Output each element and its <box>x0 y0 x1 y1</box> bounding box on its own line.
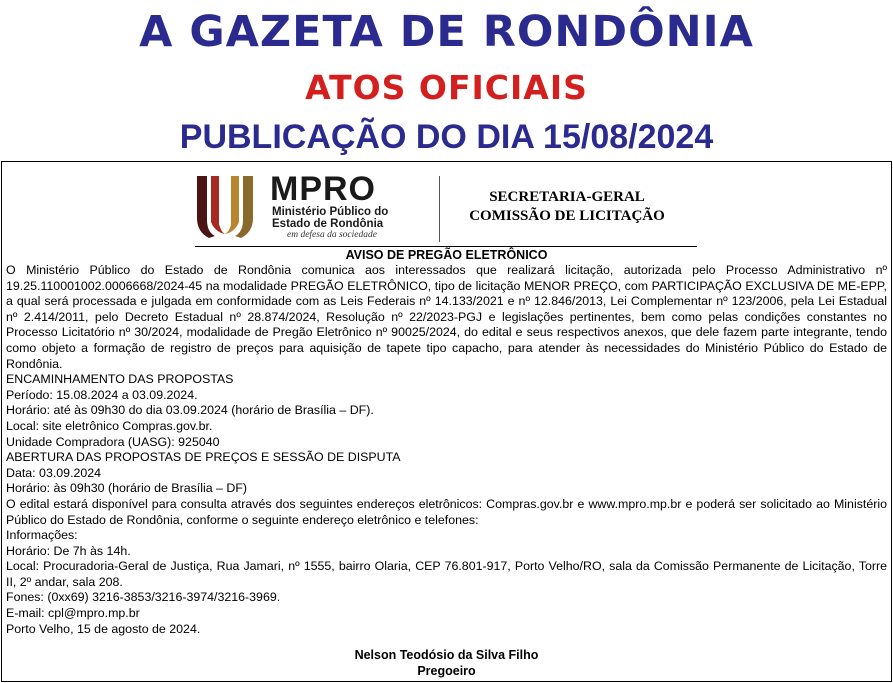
logo-tagline: em defesa da sociedade <box>287 230 377 240</box>
uasg-code: Unidade Compradora (UASG): 925040 <box>6 434 220 449</box>
logo-org-line2: Estado de Rondônia <box>272 218 384 230</box>
submission-heading: ENCAMINHAMENTO DAS PROPOSTAS <box>6 372 234 387</box>
info-email: E-mail: cpl@mpro.mp.br <box>6 606 140 621</box>
publication-date: PUBLICAÇÃO DO DIA 15/08/2024 <box>179 118 714 156</box>
signer-role: Pregoeiro <box>417 663 476 678</box>
info-phones: Fones: (0xx69) 3216-3853/3216-3974/3216-3969. <box>6 590 281 605</box>
department-line2: COMISSÃO DE LICITAÇÃO <box>469 208 665 224</box>
department-line1: SECRETARIA-GERAL <box>489 189 645 205</box>
info-hours: Horário: De 7h às 14h. <box>6 543 131 558</box>
notice-intro: O Ministério Público do Estado de Rondônia comunica aos interessados que realizará licitação, autorizada pelo Processo Administrativo nº 19.25.110001002.0006668/2024-45 na modalidade PREGÃO ELETRÔNICO, tipo de licitação MENOR PREÇO, com PARTICIPAÇÃO EXCLUSIVA DE ME-EPP, a qual será processada e julgada em conformidade com as Leis Federais nº 14.133/2021 e nº 12.846/2013, Lei Complementar nº 123/2006, pela Lei Estadual nº 2.414/2011, pelo Decreto Estadual nº 28.874/2024, Resolução nº 22/2023-PGJ e legislações pertinentes, bem como pelas condições constantes no Processo Licitatório nº 30/2024, modalidade de Pregão Eletrônico nº 90025/2024, do edital e seus respectivos anexos, que dele fazem parte integrante, tendo como objeto a formação de registro de preços para aquisição de tapete tipo capacho, para atender às necessidades do Ministério Público do Estado de Rondônia. <box>6 263 887 371</box>
header-logos <box>195 170 695 246</box>
edital-availability: O edital estará disponível para consulta através dos seguintes endereços eletrônicos: Compras.gov.br e www.mpro.mp.br e poderá ser solicitado ao Ministério Público do Estado de Rondônia, conforme o seguinte endereço eletrônico e telefones: <box>6 496 887 527</box>
department-heading <box>457 188 677 226</box>
logo-acronym: MPRO <box>270 170 376 208</box>
header-rule <box>195 246 697 247</box>
notice-body <box>6 263 887 637</box>
section-title: ATOS OFICIAIS <box>305 68 588 107</box>
signer-name: Nelson Teodósio da Silva Filho <box>354 648 539 662</box>
logo-divider <box>439 176 440 242</box>
submission-time: Horário: até às 09h30 do dia 03.09.2024 (horário de Brasília – DF). <box>6 403 374 418</box>
opening-heading: ABERTURA DAS PROPOSTAS DE PREÇOS E SESSÃO DE DISPUTA <box>6 450 401 465</box>
newspaper-title: A GAZETA DE RONDÔNIA <box>139 7 754 57</box>
info-address: Local: Procuradoria-Geral de Justiça, Rua Jamari, nº 1555, bairro Olaria, CEP 76.801-917, Porto Velho/RO, sala da Comissão Permanente de Licitação, Torre II, 2º andar, sala 208. <box>6 559 887 589</box>
place-date: Porto Velho, 15 de agosto de 2024. <box>6 621 201 636</box>
submission-period: Período: 15.08.2024 a 03.09.2024. <box>6 387 198 402</box>
opening-date: Data: 03.09.2024 <box>6 465 102 480</box>
opening-time: Horário: às 09h30 (horário de Brasília – DF) <box>6 481 248 496</box>
signature-block <box>2 648 891 679</box>
logo-org-line1: Ministério Público do <box>272 206 389 218</box>
notice-frame <box>1 161 892 682</box>
submission-location: Local: site eletrônico Compras.gov.br. <box>6 418 213 433</box>
mpro-emblem-icon <box>195 174 255 240</box>
notice-title: AVISO DE PREGÃO ELETRÔNICO <box>345 248 548 262</box>
logo-organization <box>272 206 412 230</box>
info-heading: Informações: <box>6 528 78 543</box>
